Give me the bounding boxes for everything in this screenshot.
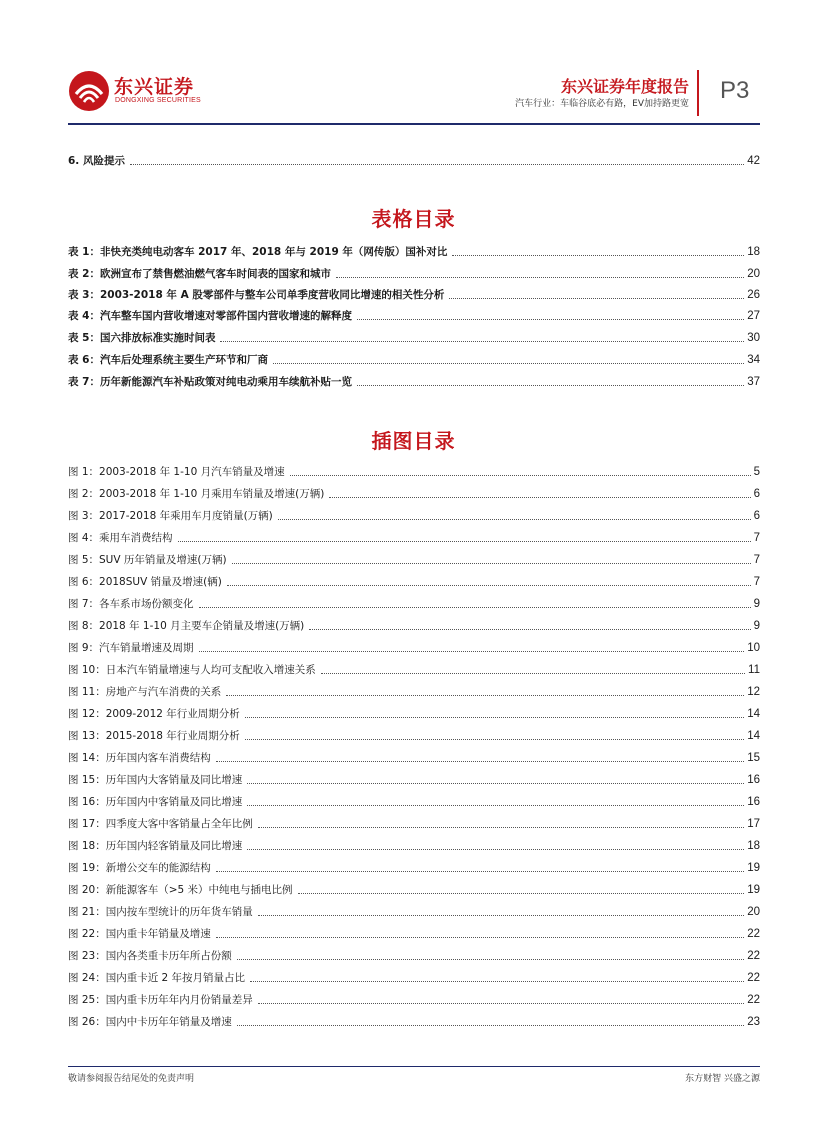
toc-leader (130, 164, 744, 165)
toc-entry-label: 图 13：2015-2018 年行业周期分析 (68, 730, 240, 742)
toc-entry-page: 30 (747, 332, 760, 344)
toc-leader (247, 783, 744, 784)
toc-entry-label: 图 17：四季度大客中客销量占全年比例 (68, 818, 253, 830)
toc-entry-label: 图 3：2017-2018 年乘用车月度销量(万辆) (68, 510, 273, 522)
toc-entry-page: 9 (753, 598, 760, 610)
toc-leader (329, 497, 750, 498)
toc-entry-page: 23 (747, 1016, 760, 1028)
toc-entry-page: 18 (747, 246, 760, 258)
figure-toc-entry[interactable] (68, 507, 760, 523)
table-toc-entry[interactable] (68, 373, 760, 389)
toc-entry-label: 图 21：国内按车型统计的历年货车销量 (68, 906, 253, 918)
table-toc-entry[interactable] (68, 307, 760, 323)
toc-entry-page: 22 (747, 928, 760, 940)
toc-entry-page: 7 (753, 532, 760, 544)
toc-entry-label: 图 5：SUV 历年销量及增速(万辆) (68, 554, 227, 566)
toc-entry-label: 图 11：房地产与汽车消费的关系 (68, 686, 222, 698)
toc-entry-label: 图 10：日本汽车销量增速与人均可支配收入增速关系 (68, 664, 316, 676)
toc-entry-page: 18 (747, 840, 760, 852)
figure-toc-entry[interactable] (68, 529, 760, 545)
toc-entry-label: 图 14：历年国内客车消费结构 (68, 752, 211, 764)
header-rule (68, 123, 760, 125)
figure-toc-entry[interactable] (68, 991, 760, 1007)
figure-toc-entry[interactable] (68, 485, 760, 501)
footer-slogan: 东方财智 兴盛之源 (685, 1074, 760, 1084)
figures-toc-title: 插图目录 (371, 429, 456, 453)
report-title: 东兴证券年度报告 (560, 77, 689, 96)
toc-entry-page: 17 (747, 818, 760, 830)
toc-entry-label: 图 2：2003-2018 年 1-10 月乘用车销量及增速(万辆) (68, 488, 325, 500)
toc-entry-label: 图 23：国内各类重卡历年所占份额 (68, 950, 232, 962)
toc-entry-page: 42 (747, 155, 760, 167)
figure-toc-entry[interactable] (68, 859, 760, 875)
logo-text-cn: 东兴证券 (114, 76, 195, 98)
toc-leader (199, 651, 745, 652)
toc-leader (357, 385, 744, 386)
toc-leader (237, 959, 745, 960)
toc-entry-label: 表 2：欧洲宣布了禁售燃油燃气客车时间表的国家和城市 (68, 268, 331, 280)
toc-entry-page: 20 (747, 906, 760, 918)
toc-entry-label: 表 7：历年新能源汽车补贴政策对纯电动乘用车续航补贴一览 (68, 376, 352, 388)
figure-toc-entry[interactable] (68, 793, 760, 809)
toc-entry-label: 图 9：汽车销量增速及周期 (68, 642, 194, 654)
toc-leader (216, 871, 745, 872)
toc-entry-page: 37 (747, 376, 760, 388)
toc-entry-label: 表 4：汽车整车国内营收增速对零部件国内营收增速的解释度 (68, 310, 352, 322)
toc-entry-label: 图 22：国内重卡年销量及增速 (68, 928, 211, 940)
toc-entry-page: 19 (747, 862, 760, 874)
toc-entry-page: 16 (747, 796, 760, 808)
toc-entry-page: 14 (747, 708, 760, 720)
page-number: P3 (720, 77, 750, 104)
company-logo (68, 70, 218, 114)
toc-leader (258, 915, 745, 916)
toc-leader (278, 519, 751, 520)
toc-entry-page: 22 (747, 950, 760, 962)
toc-leader (216, 937, 745, 938)
toc-leader (232, 563, 751, 564)
toc-entry-page: 10 (747, 642, 760, 654)
toc-entry-label: 图 26：国内中卡历年年销量及增速 (68, 1016, 232, 1028)
toc-entry-page: 6 (753, 510, 760, 522)
toc-entry-page: 22 (747, 994, 760, 1006)
report-subtitle: 汽车行业：车临谷底必有路，EV加持路更宽 (515, 99, 689, 109)
toc-leader (452, 255, 744, 256)
toc-entry-page: 27 (747, 310, 760, 322)
toc-entry-label: 表 5：国六排放标准实施时间表 (68, 332, 216, 344)
figure-toc-entry[interactable] (68, 617, 760, 633)
figure-toc-entry[interactable] (68, 683, 760, 699)
figure-toc-entry[interactable] (68, 727, 760, 743)
figure-toc-entry[interactable] (68, 661, 760, 677)
toc-leader (245, 717, 744, 718)
toc-leader (336, 277, 744, 278)
figure-toc-entry[interactable] (68, 881, 760, 897)
toc-entry-page: 16 (747, 774, 760, 786)
toc-leader (449, 298, 744, 299)
toc-leader (290, 475, 751, 476)
toc-entry-label: 图 8：2018 年 1-10 月主要车企销量及增速(万辆) (68, 620, 305, 632)
toc-leader (199, 607, 751, 608)
figure-toc-entry[interactable] (68, 947, 760, 963)
toc-leader (216, 761, 745, 762)
figure-toc-entry[interactable] (68, 925, 760, 941)
toc-leader (298, 893, 745, 894)
toc-entry-page: 26 (747, 289, 760, 301)
toc-entry-label: 图 19：新增公交车的能源结构 (68, 862, 211, 874)
toc-leader (258, 1003, 745, 1004)
toc-leader (247, 805, 744, 806)
figure-toc-entry[interactable] (68, 551, 760, 567)
toc-entry-page: 9 (753, 620, 760, 632)
figure-toc-entry[interactable] (68, 815, 760, 831)
toc-leader (226, 695, 744, 696)
toc-entry-label: 图 12：2009-2012 年行业周期分析 (68, 708, 240, 720)
toc-leader (220, 341, 744, 342)
toc-entry-page: 7 (753, 576, 760, 588)
toc-entry-page: 5 (753, 466, 760, 478)
header-divider (697, 70, 699, 116)
toc-entry-label: 图 15：历年国内大客销量及同比增速 (68, 774, 243, 786)
toc-leader (309, 629, 750, 630)
toc-entry-page: 14 (747, 730, 760, 742)
toc-leader (258, 827, 745, 828)
toc-entry-label: 图 16：历年国内中客销量及同比增速 (68, 796, 243, 808)
table-toc-entry[interactable] (68, 286, 760, 302)
logo-text-en: DONGXING SECURITIES (115, 97, 201, 104)
toc-entry-page: 12 (747, 686, 760, 698)
toc-leader (245, 739, 744, 740)
toc-leader (178, 541, 751, 542)
toc-leader (250, 981, 744, 982)
toc-entry-label: 图 18：历年国内轻客销量及同比增速 (68, 840, 243, 852)
figure-toc-entry[interactable] (68, 705, 760, 721)
toc-entry-page: 34 (747, 354, 760, 366)
toc-entry-page: 19 (747, 884, 760, 896)
toc-entry-label: 图 20：新能源客车（>5 米）中纯电与插电比例 (68, 884, 293, 896)
toc-entry-page: 20 (747, 268, 760, 280)
toc-entry-page: 15 (747, 752, 760, 764)
page-header (0, 0, 827, 130)
figure-toc-entry[interactable] (68, 573, 760, 589)
figure-toc-entry[interactable] (68, 903, 760, 919)
toc-entry-label: 图 7：各车系市场份额变化 (68, 598, 194, 610)
tables-toc-title: 表格目录 (371, 207, 456, 231)
toc-entry-risk[interactable] (68, 152, 760, 168)
figure-toc-entry[interactable] (68, 1013, 760, 1029)
toc-leader (273, 363, 744, 364)
toc-entry-label: 图 1：2003-2018 年 1-10 月汽车销量及增速 (68, 466, 285, 478)
toc-entry-page: 22 (747, 972, 760, 984)
toc-leader (357, 319, 744, 320)
toc-entry-page: 7 (753, 554, 760, 566)
toc-entry-label: 表 3：2003-2018 年 A 股零部件与整车公司单季度营收同比增速的相关性分析 (68, 289, 445, 301)
figure-toc-entry[interactable] (68, 771, 760, 787)
toc-entry-label: 图 24：国内重卡近 2 年按月销量占比 (68, 972, 246, 984)
figure-toc-entry[interactable] (68, 837, 760, 853)
toc-leader (247, 849, 744, 850)
table-toc-entry[interactable] (68, 351, 760, 367)
footer-disclaimer: 敬请参阅报告结尾处的免责声明 (68, 1074, 195, 1084)
toc-leader (237, 1025, 745, 1026)
figure-toc-entry[interactable] (68, 749, 760, 765)
figure-toc-entry[interactable] (68, 595, 760, 611)
toc-entry-label: 表 6：汽车后处理系统主要生产环节和厂商 (68, 354, 268, 366)
logo-emblem-icon (68, 70, 110, 112)
toc-entry-label: 图 25：国内重卡历年年内月份销量差异 (68, 994, 253, 1006)
toc-entry-label: 6. 风险提示 (68, 155, 125, 167)
figure-toc-entry[interactable] (68, 639, 760, 655)
toc-entry-page: 6 (753, 488, 760, 500)
figure-toc-entry[interactable] (68, 463, 760, 479)
table-toc-entry[interactable] (68, 243, 760, 259)
toc-leader (227, 585, 751, 586)
toc-entry-label: 图 6：2018SUV 销量及增速(辆) (68, 576, 222, 588)
table-toc-entry[interactable] (68, 265, 760, 281)
toc-entry-label: 图 4：乘用车消费结构 (68, 532, 173, 544)
toc-entry-label: 表 1：非快充类纯电动客车 2017 年、2018 年与 2019 年（网传版）国补对比 (68, 246, 448, 258)
footer-rule (68, 1066, 760, 1067)
table-toc-entry[interactable] (68, 329, 760, 345)
toc-leader (321, 673, 745, 674)
figure-toc-entry[interactable] (68, 969, 760, 985)
toc-entry-page: 11 (748, 664, 760, 676)
